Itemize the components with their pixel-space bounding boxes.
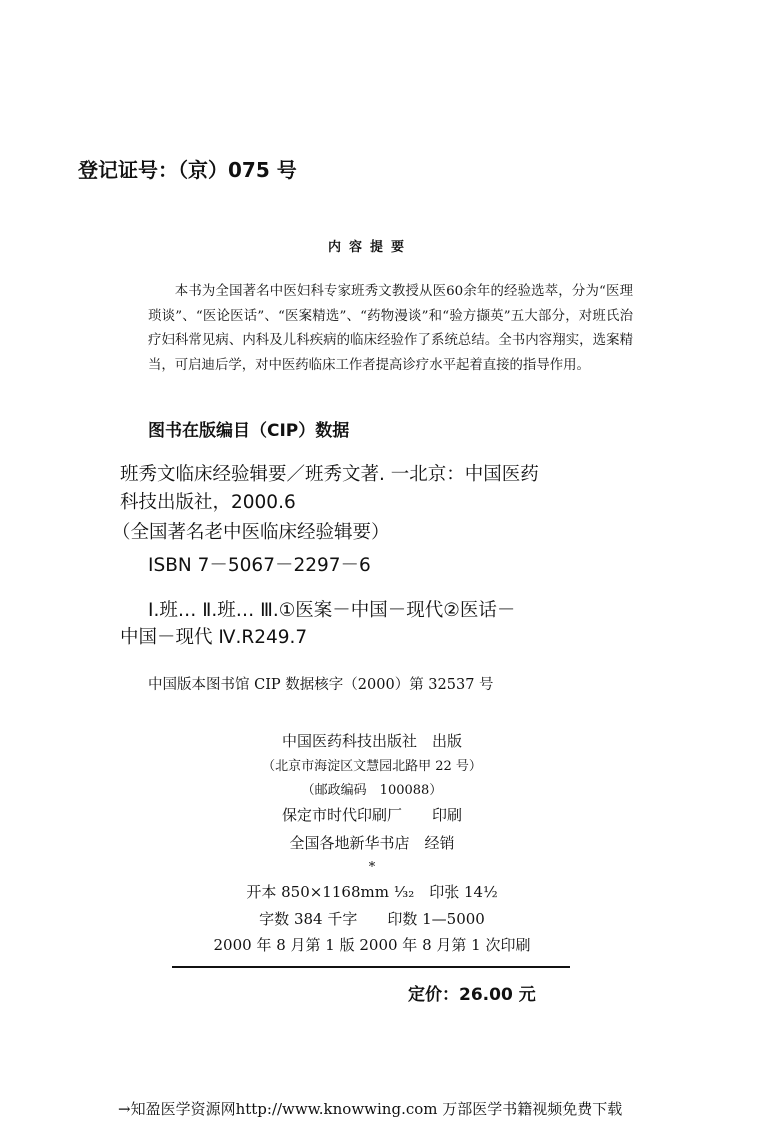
word-count-line: 字数 384 千字 印数 1—5000 — [259, 910, 485, 928]
footer-watermark-link[interactable]: →知盈医学资源网http://www.knowwing.com 万部医学书籍视频免费下载 — [118, 1100, 623, 1118]
publisher-line: 中国医药科技出版社 出版 — [281, 732, 462, 750]
cip-line: ISBN 7－5067－2297－6 — [148, 555, 371, 576]
cip-line: （全国著名老中医临床经验辑要） — [112, 522, 390, 543]
publisher-address: （北京市海淀区文慧园北路甲 22 号） — [262, 759, 482, 774]
format-line: 开本 850×1168mm ¹⁄₃₂ 印张 14½ — [246, 883, 498, 901]
cip-line: 班秀文临床经验辑要／班秀文著. 一北京：中国医药 — [120, 464, 539, 485]
printer-line: 保定市时代印刷厂 印刷 — [281, 806, 462, 824]
postal-code: （邮政编码 100088） — [301, 783, 443, 798]
cip-line: 科技出版社，2000.6 — [120, 492, 296, 513]
registration-number: 登记证号：（京）075 号 — [78, 158, 297, 182]
cip-library-number: 中国版本图书馆 CIP 数据核字（2000）第 32537 号 — [148, 677, 494, 693]
separator-star: * — [368, 860, 376, 875]
cip-line: Ⅰ.班… Ⅱ.班… Ⅲ.①医案－中国－现代②医话－ — [148, 600, 516, 621]
distributor-line: 全国各地新华书店 经销 — [289, 834, 455, 852]
divider-rule — [172, 966, 570, 968]
price: 定价：26.00 元 — [408, 985, 536, 1005]
edition-line: 2000 年 8 月第 1 版 2000 年 8 月第 1 次印刷 — [213, 936, 531, 954]
cip-heading: 图书在版编目（CIP）数据 — [148, 421, 350, 441]
summary-title: 内容提要 — [327, 240, 412, 255]
cip-line: 中国－现代 Ⅳ.R249.7 — [120, 627, 308, 648]
summary-text: 本书为全国著名中医妇科专家班秀文教授从医60余年的经验选萃，分为“医理琐谈”、“医论医话”、“医案精选”、“药物漫谈”和“验方撷英”五大部分，对班氏治疗妇科常见病、内科及儿科疾病的临床经验作了系统总结。全书内容翔实，选案精当，可启迪后学，对中医药临床工作者提高诊疗水平起着直接的指导作用。 — [148, 284, 633, 373]
